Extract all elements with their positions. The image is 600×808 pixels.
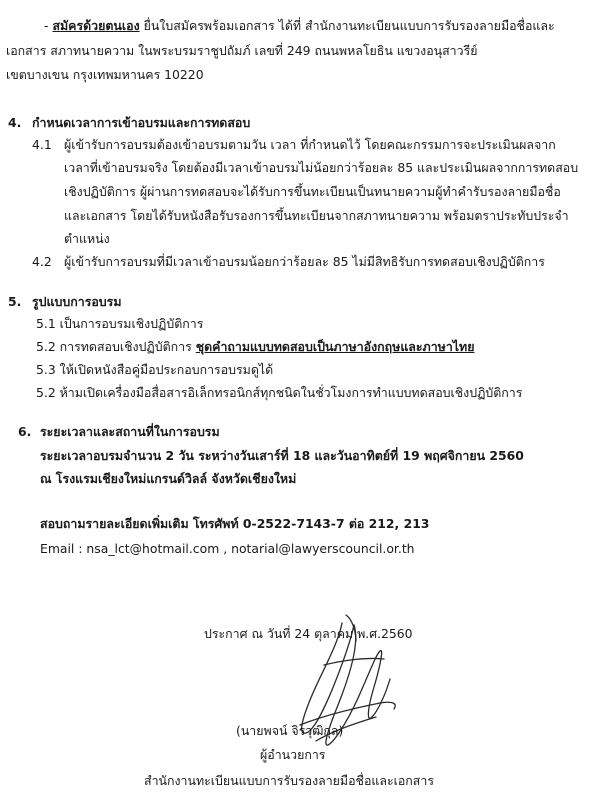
section-6-duration: ระยะเวลาอบรมจำนวน 2 วัน ระหว่างวันเสาร์ที่ 18 และวันอาทิตย์ที่ 19 พฤศจิกายน 2560 [40, 448, 524, 463]
item-4-1-line-3: เชิงปฏิบัติการ ผู้ผ่านการทดสอบจะได้รับการขึ้นทะเบียนเป็นทนายความผู้ทำคำรับรองลายมือชื่อ [64, 184, 561, 199]
item-5-2-emphasis: ชุดคำถามแบบทดสอบเป็นภาษาอังกฤษและภาษาไทย [195, 339, 475, 354]
item-4-2-line-1: ผู้เข้ารับการอบรมที่มีเวลาเข้าอบรมน้อยกว่าร้อยละ 85 ไม่มีสิทธิรับการทดสอบเชิงปฏิบัติการ [64, 254, 545, 269]
contact-email: Email : nsa_lct@hotmail.com , notarial@lawyerscouncil.or.th [40, 541, 415, 556]
intro-line-1-text: ยื่นใบสมัครพร้อมเอกสาร ได้ที่ สำนักงานทะเบียนแบบการรับรองลายมือชื่อและ [143, 18, 555, 33]
item-4-1-number: 4.1 [32, 137, 52, 152]
item-5-4: 5.2 ห้ามเปิดเครื่องมือสื่อสารอิเล็กทรอนิกส์ทุกชนิดในชั่วโมงการทำแบบทดสอบเชิงปฏิบัติการ [36, 385, 523, 400]
intro-line-1 [44, 18, 555, 34]
section-6-title: ระยะเวลาและสถานที่ในการอบรม [40, 424, 220, 439]
section-4-title: กำหนดเวลาการเข้าอบรมและการทดสอบ [32, 115, 251, 130]
item-5-3: 5.3 ให้เปิดหนังสือคู่มือประกอบการอบรมดูได้ [36, 362, 274, 377]
section-6-venue: ณ โรงแรมเชียงใหม่แกรนด์วิลล์ จังหวัดเชียงใหม่ [40, 471, 297, 486]
item-5-2 [36, 339, 474, 355]
section-5-number: 5. [8, 294, 22, 309]
section-6-number: 6. [18, 424, 32, 439]
item-4-2-number: 4.2 [32, 254, 52, 269]
section-4-number: 4. [8, 115, 22, 130]
contact-phone: สอบถามรายละเอียดเพิ่มเติม โทรศัพท์ 0-2522-7143-7 ต่อ 212, 213 [40, 516, 430, 531]
signer-name: (นายพจน์ จิรวุฒิกุล) [236, 723, 344, 738]
intro-line-3: เขตบางเขน กรุงเทพมหานคร 10220 [6, 67, 204, 82]
signature-image [280, 605, 410, 765]
item-4-1-line-4: และเอกสาร โดยได้รับหนังสือรับรองการขึ้นทะเบียนจากสภาทนายความ พร้อมตราประทับประจำ [64, 208, 569, 223]
intro-apply-in-person: สมัครด้วยตนเอง [52, 18, 140, 33]
item-4-1-line-2: เวลาที่เข้าอบรมจริง โดยต้องมีเวลาเข้าอบรมไม่น้อยกว่าร้อยละ 85 และประเมินผลจากการทดสอบ [64, 160, 579, 175]
announce-date: ประกาศ ณ วันที่ 24 ตุลาคม พ.ศ.2560 [204, 626, 413, 641]
item-4-1-line-5: ตำแหน่ง [64, 231, 110, 246]
signer-position: ผู้อำนวยการ [260, 747, 326, 762]
section-5-title: รูปแบบการอบรม [32, 294, 122, 309]
intro-line-2: เอกสาร สภาทนายความ ในพระบรมราชูปถัมภ์ เลขที่ 249 ถนนพหลโยธิน แขวงอนุสาวรีย์ [6, 43, 478, 58]
item-5-1: 5.1 เป็นการอบรมเชิงปฏิบัติการ [36, 316, 204, 331]
signer-office: สำนักงานทะเบียนแบบการรับรองลายมือชื่อและเอกสาร [144, 773, 434, 788]
item-5-2-label: 5.2 การทดสอบเชิงปฏิบัติการ [36, 339, 192, 354]
intro-dash: - [44, 18, 49, 33]
item-4-1-line-1: ผู้เข้ารับการอบรมต้องเข้าอบรมตามวัน เวลา ที่กำหนดไว้ โดยคณะกรรมการจะประเมินผลจาก [64, 137, 556, 152]
